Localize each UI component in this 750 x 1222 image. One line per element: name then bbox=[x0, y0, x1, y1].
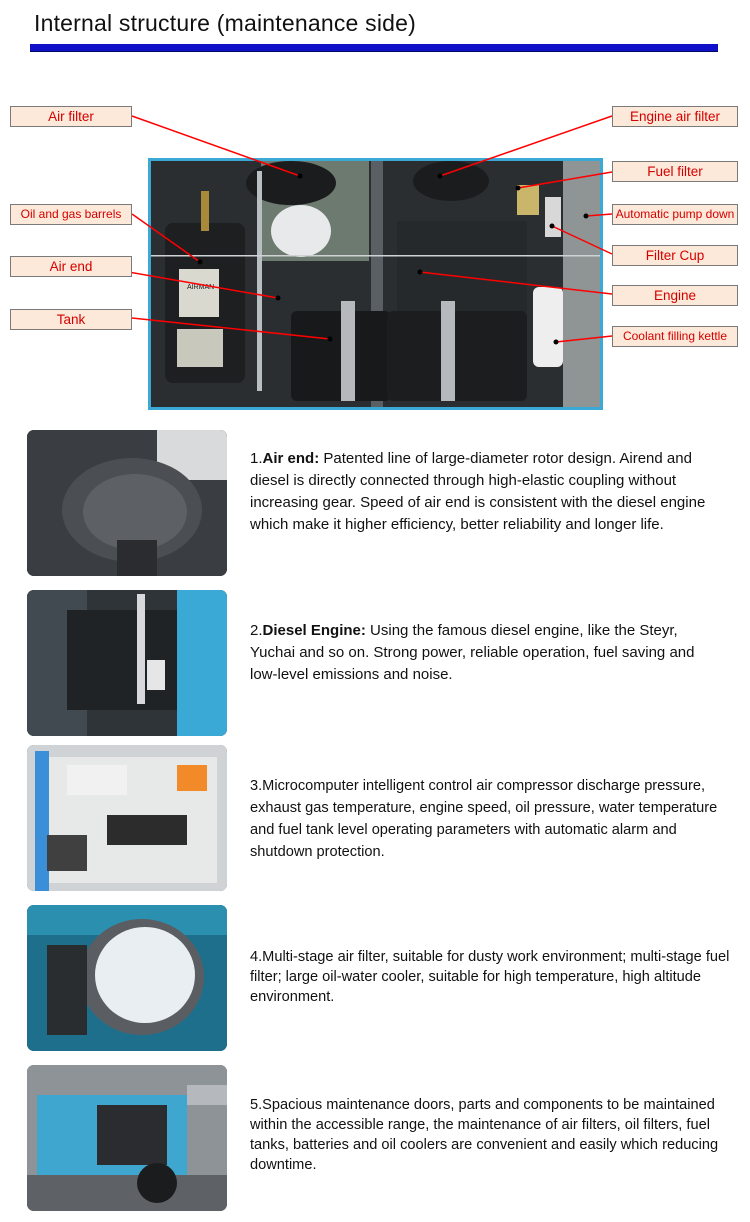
feature-text-2 bbox=[250, 620, 720, 686]
control-panel-photo bbox=[27, 745, 227, 891]
compressor-unit-photo bbox=[27, 1065, 227, 1211]
callout-air-end: Air end bbox=[10, 256, 132, 277]
callout-filter-cup: Filter Cup bbox=[612, 245, 738, 266]
feature-diesel-engine bbox=[0, 590, 750, 740]
callout-air-filter: Air filter bbox=[10, 106, 132, 127]
feature-text-1 bbox=[250, 448, 720, 536]
feature-air-end bbox=[0, 430, 750, 580]
feature-control-system bbox=[0, 745, 750, 895]
feature-text-4 bbox=[250, 947, 730, 1007]
internal-structure-diagram bbox=[0, 96, 750, 416]
callout-engine: Engine bbox=[612, 285, 738, 306]
page-title: Internal structure (maintenance side) bbox=[34, 10, 416, 36]
svg-text:AIRMAN: AIRMAN bbox=[187, 284, 215, 291]
feature-text-5 bbox=[250, 1095, 720, 1175]
feature-maintenance-doors bbox=[0, 1065, 750, 1215]
callout-engine-air-filter: Engine air filter bbox=[612, 106, 738, 127]
feature-body-5: 5.Spacious maintenance doors, parts and components to be maintained within the accessible range, the maintenance of air filters, oil filters, fuel tanks, batteries and oil coolers are convenient and easily which reducing downtime. bbox=[250, 1097, 719, 1173]
machine-interior-illustration bbox=[151, 161, 600, 407]
feature-number-2: 2. bbox=[250, 622, 263, 639]
diesel-engine-photo bbox=[27, 590, 227, 736]
callout-oil-gas-barrels: Oil and gas barrels bbox=[10, 204, 132, 225]
machine-interior-photo bbox=[148, 158, 603, 410]
callout-coolant-filling-kettle: Coolant filling kettle bbox=[612, 326, 738, 347]
feature-number-1: 1. bbox=[250, 450, 263, 467]
air-end-photo bbox=[27, 430, 227, 576]
feature-body-1: Patented line of large-diameter rotor design. Airend and diesel is directly connected through high-elastic coupling without increasing gear. Speed of air end is consistent with the diesel engine which make it higher efficiency, better reliability and longer life. bbox=[250, 450, 706, 533]
feature-body-2: Using the famous diesel engine, like the Steyr, Yuchai and so on. Strong power, reliable operation, fuel saving and low-level emissions and noise. bbox=[250, 622, 695, 683]
callout-automatic-pump-down: Automatic pump down bbox=[612, 204, 738, 225]
feature-title-1: Air end: bbox=[262, 450, 320, 467]
air-filter-photo bbox=[27, 905, 227, 1051]
feature-air-filter bbox=[0, 905, 750, 1055]
feature-title-2: Diesel Engine: bbox=[262, 622, 366, 639]
feature-text-3 bbox=[250, 775, 730, 863]
feature-body-3: 3.Microcomputer intelligent control air compressor discharge pressure, exhaust gas temperature, engine speed, oil pressure, water temperature and fuel tank level operating parameters with automatic alarm and shutdown protection. bbox=[250, 778, 718, 860]
title-underline bbox=[30, 44, 718, 52]
feature-body-4: 4.Multi-stage air filter, suitable for dusty work environment; multi-stage fuel filter; large oil-water cooler, suitable for high temperature, high altitude environment. bbox=[250, 949, 730, 1005]
callout-fuel-filter: Fuel filter bbox=[612, 161, 738, 182]
callout-tank: Tank bbox=[10, 309, 132, 330]
